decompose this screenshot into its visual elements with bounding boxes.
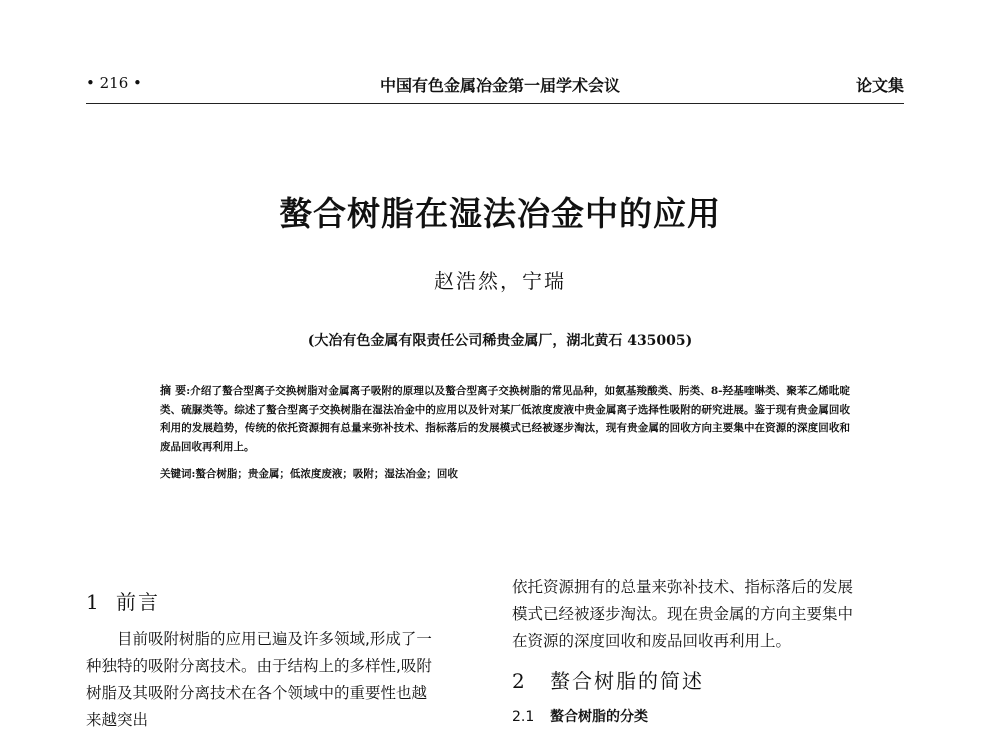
para-line: 树脂及其吸附分离技术在各个领域中的重要性也越 [86, 684, 428, 702]
para-line: 种独特的吸附分离技术。由于结构上的多样性,吸附 [86, 657, 432, 675]
section-2-title: 螯合树脂的简述 [550, 669, 704, 693]
subsection-number: 2.1 [512, 709, 535, 725]
section-1-title: 前言 [116, 590, 160, 614]
section-1-number: 1 [86, 590, 101, 614]
page-number: • 216 • [86, 74, 142, 92]
para-line: 在资源的深度回收和废品回收再利用上。 [512, 632, 792, 650]
para-line: 模式已经被逐步淘汰。现在贵金属的方向主要集中 [512, 605, 854, 623]
abstract-text: :介绍了螯合型离子交换树脂对金属离子吸附的原理以及螯合型离子交换树脂的常见品种，如氨基羧酸类、肟类、8-羟基喹啉类、聚苯乙烯吡啶类、硫脲类等。综述了螯合型离子交换树脂在湿法冶金中的应用以及针对某厂低浓度废液中贵金属离子选择性吸附的研究进展。鉴于现有贵金属回收利用的发展趋势，传统的依托资源拥有总量来弥补技术、指标落后的发展模式已经被逐步淘汰，现有贵金属的回收方向主要集中在资源的深度回收和废品回收再利用上。 [160, 385, 850, 453]
section-2-heading [512, 665, 904, 694]
affiliation: (大冶有色金属有限责任公司稀贵金属厂，湖北黄石 435005) [307, 333, 693, 349]
para-line: 来越突出 [86, 711, 149, 729]
abstract [160, 382, 850, 456]
abstract-label: 摘 要 [160, 384, 187, 397]
keywords-label: 关键词 [160, 468, 192, 480]
header-rule [86, 103, 904, 104]
section-label: 论文集 [855, 76, 904, 95]
subsection-2-1-heading [512, 706, 904, 726]
authors: 赵浩然，宁瑞 [434, 269, 566, 293]
para-line: 目前吸附树脂的应用已遍及许多领域,形成了一 [117, 630, 432, 648]
right-paragraph [512, 574, 904, 655]
keywords-text: :螯合树脂；贵金属；低浓度废液；吸附；湿法冶金；回收 [191, 468, 458, 480]
keywords [160, 465, 850, 483]
section-1-heading [86, 586, 476, 615]
para-line: 依托资源拥有的总量来弥补技术、指标落后的发展 [512, 578, 854, 596]
section-2-number: 2 [512, 669, 527, 693]
paper-title: 螯合树脂在湿法冶金中的应用 [279, 194, 721, 233]
subsection-title: 螯合树脂的分类 [550, 709, 648, 725]
journal-title: 中国有色金属冶金第一届学术会议 [379, 76, 620, 95]
